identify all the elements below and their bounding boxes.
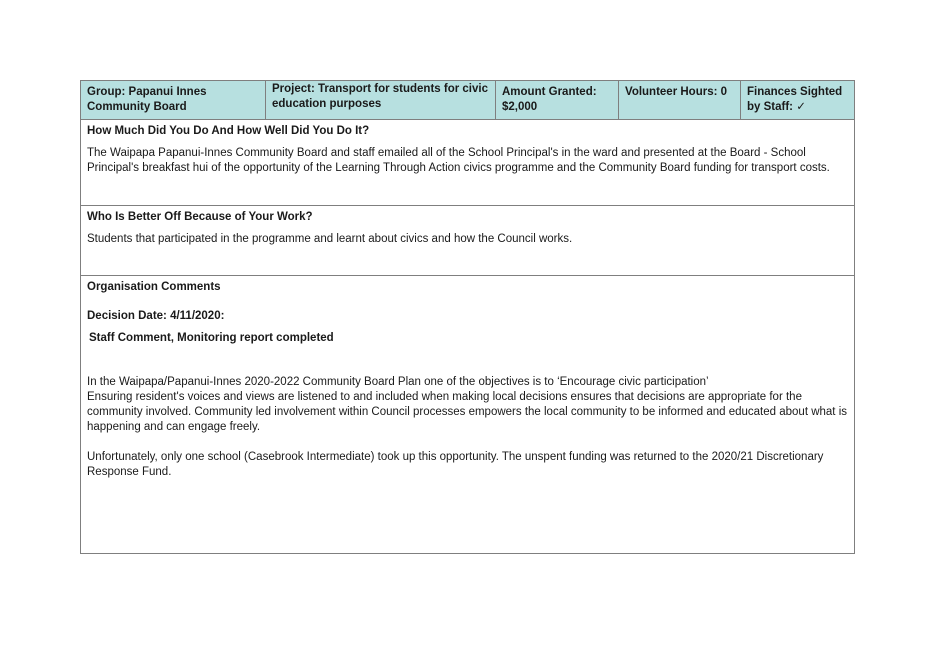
checkmark-icon: ✓ — [796, 101, 806, 113]
community-plan-paragraph — [87, 375, 848, 435]
community-plan-detail: Ensuring resident's voices and views are listened to and included when making local decisions ensures that decisions are appropriate for the community involved. Community led involvement within Council processes empowers the local community to be informed and educated about what is happening and can engage freely. — [87, 391, 848, 433]
staff-comment: Staff Comment, Monitoring report completed — [89, 332, 334, 344]
project-cell: Project: Transport for students for civic education purposes — [266, 81, 496, 119]
group-cell: Group: Papanui Innes Community Board — [81, 81, 266, 119]
unspent-funding-paragraph: Unfortunately, only one school (Casebrook Intermediate) took up this opportunity. The unspent funding was returned to the 2020/21 Discretionary Response Fund. — [87, 451, 824, 478]
volunteer-hours-cell: Volunteer Hours: 0 — [619, 81, 741, 119]
amount-granted-cell: Amount Granted: $2,000 — [496, 81, 619, 119]
community-plan-line: In the Waipapa/Papanui-Innes 2020-2022 Community Board Plan one of the objectives is to ‘Encourage civic participation’ — [87, 376, 709, 388]
report-header-row — [81, 81, 854, 120]
organisation-comments-title: Organisation Comments — [87, 281, 221, 293]
how-much-text: The Waipapa Papanui-Innes Community Board and staff emailed all of the School Principal's in the ward and presented at the Board - School Principal's breakfast hui of the opportunity of the Learning Through Action civics programme and the Community Board funding for transport costs. — [87, 147, 830, 174]
better-off-title: Who Is Better Off Because of Your Work? — [87, 211, 313, 223]
finances-sighted-cell — [741, 81, 854, 119]
better-off-section — [81, 206, 854, 276]
how-much-title: How Much Did You Do And How Well Did You Do It? — [87, 125, 370, 137]
monitoring-report-table — [80, 80, 855, 554]
finances-sighted-label: Finances Sighted by Staff: — [747, 86, 843, 113]
decision-date: Decision Date: 4/11/2020: — [87, 310, 225, 322]
better-off-text: Students that participated in the programme and learnt about civics and how the Council works. — [87, 233, 573, 245]
organisation-comments-section — [81, 276, 854, 553]
how-much-section — [81, 120, 854, 206]
